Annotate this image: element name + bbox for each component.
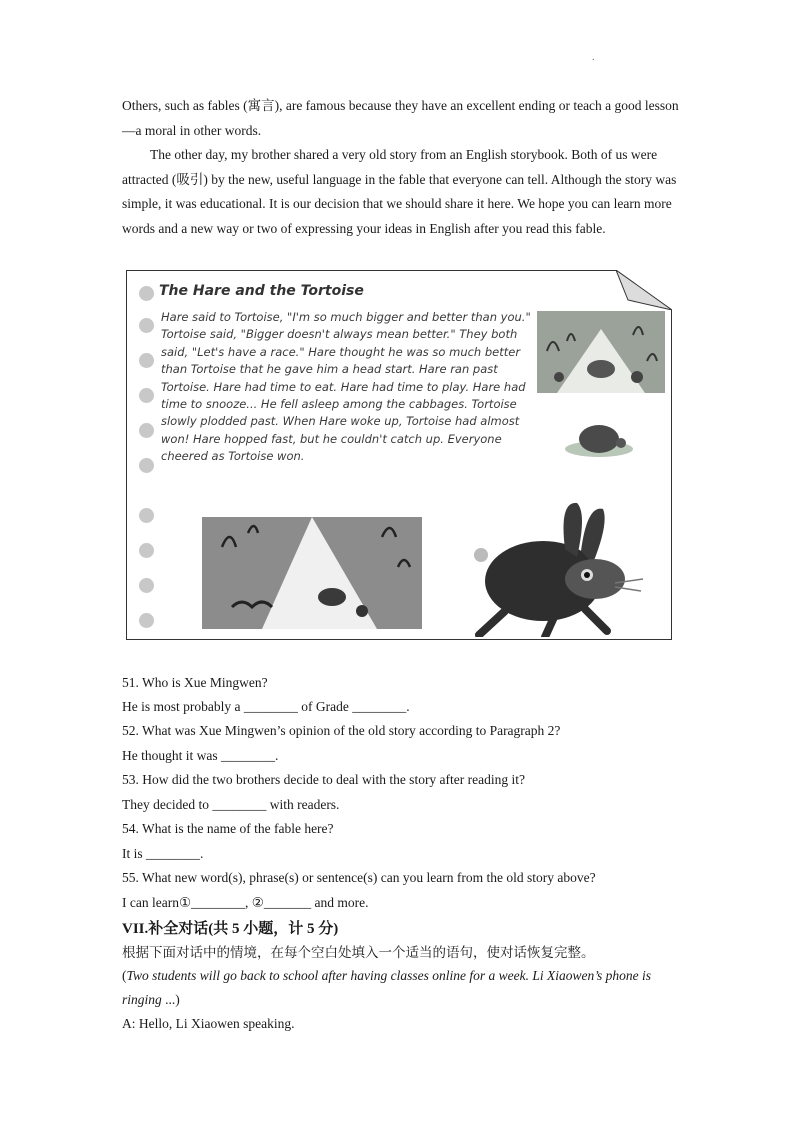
context-text: Two students will go back to school after having classes online for a week. Li Xiaowen’s phone is ringing [122,968,651,1007]
answer-51: He is most probably a ________ of Grade ________. [122,699,410,714]
page-corner-fold [616,270,672,310]
context-paren-open: ( [122,968,127,983]
paragraph-1-continued: Others, such as fables (寓言), are famous because they have an excellent ending or teach a good lesson—a moral in other words. [122,98,679,138]
fable-text: Hare said to Tortoise, "I'm so much bigger and better than you." Tortoise said, "Bigger doesn't always mean better." They both said, "Let's have a race." Hare thought he was so much better than Tortoise that he gave him a head start. Hare ran past Tortoise. Hare had time to eat. Hare had time to play. Hare had time to snooze... He fell asleep among the cabbages. Tortoise slowly plodded past. When Hare woke up, Tortoise had almost won! Hare hopped fast, but he couldn't catch up. Everyone cheered as Tortoise won. [161,310,531,464]
question-54: 54. What is the name of the fable here? [122,821,334,836]
tortoise-illustration [563,413,635,459]
race-scene-illustration [202,517,422,629]
context-tail: ...) [161,992,180,1007]
section-7-heading: VII.补全对话(共 5 小题，计 5 分) [122,921,339,937]
binder-ring [139,508,154,523]
hare-tortoise-scene-illustration [537,311,665,393]
binder-ring [139,286,154,301]
binder-ring [139,578,154,593]
hare-illustration [465,499,655,637]
answer-52: He thought it was ________. [122,748,279,763]
question-55: 55. What new word(s), phrase(s) or sentence(s) can you learn from the old story above? [122,870,596,885]
question-53: 53. How did the two brothers decide to deal with the story after reading it? [122,772,526,787]
answer-55: I can learn①________, ②_______ and more. [122,895,369,910]
fable-notebook [126,270,672,640]
binder-ring [139,543,154,558]
answer-54: It is ________. [122,846,204,861]
binder-ring [139,318,154,333]
paragraph-2: The other day, my brother shared a very old story from an English storybook. Both of us were attracted (吸引) by the new, useful language in the fable that everyone can tell. Although the story was simple, it was educational. It is our decision that we should share it here. We hope you can learn more words and a new way or two of expressing your ideas in English after you read this fable. [122,147,677,236]
question-51: 51. Who is Xue Mingwen? [122,675,268,690]
binder-ring [139,353,154,368]
fable-title: The Hare and the Tortoise [159,283,364,299]
dialog-line-a1: A: Hello, Li Xiaowen speaking. [122,1016,295,1031]
dialog-context [122,964,692,1012]
answer-53: They decided to ________ with readers. [122,797,340,812]
page-mark: . [592,52,595,63]
binder-ring [139,423,154,438]
section-7-instruction: 根据下面对话中的情境，在每个空白处填入一个适当的语句，使对话恢复完整。 [122,945,595,961]
question-52: 52. What was Xue Mingwen’s opinion of the old story according to Paragraph 2? [122,723,561,738]
binder-ring [139,388,154,403]
binder-ring [139,458,154,473]
binder-ring [139,613,154,628]
